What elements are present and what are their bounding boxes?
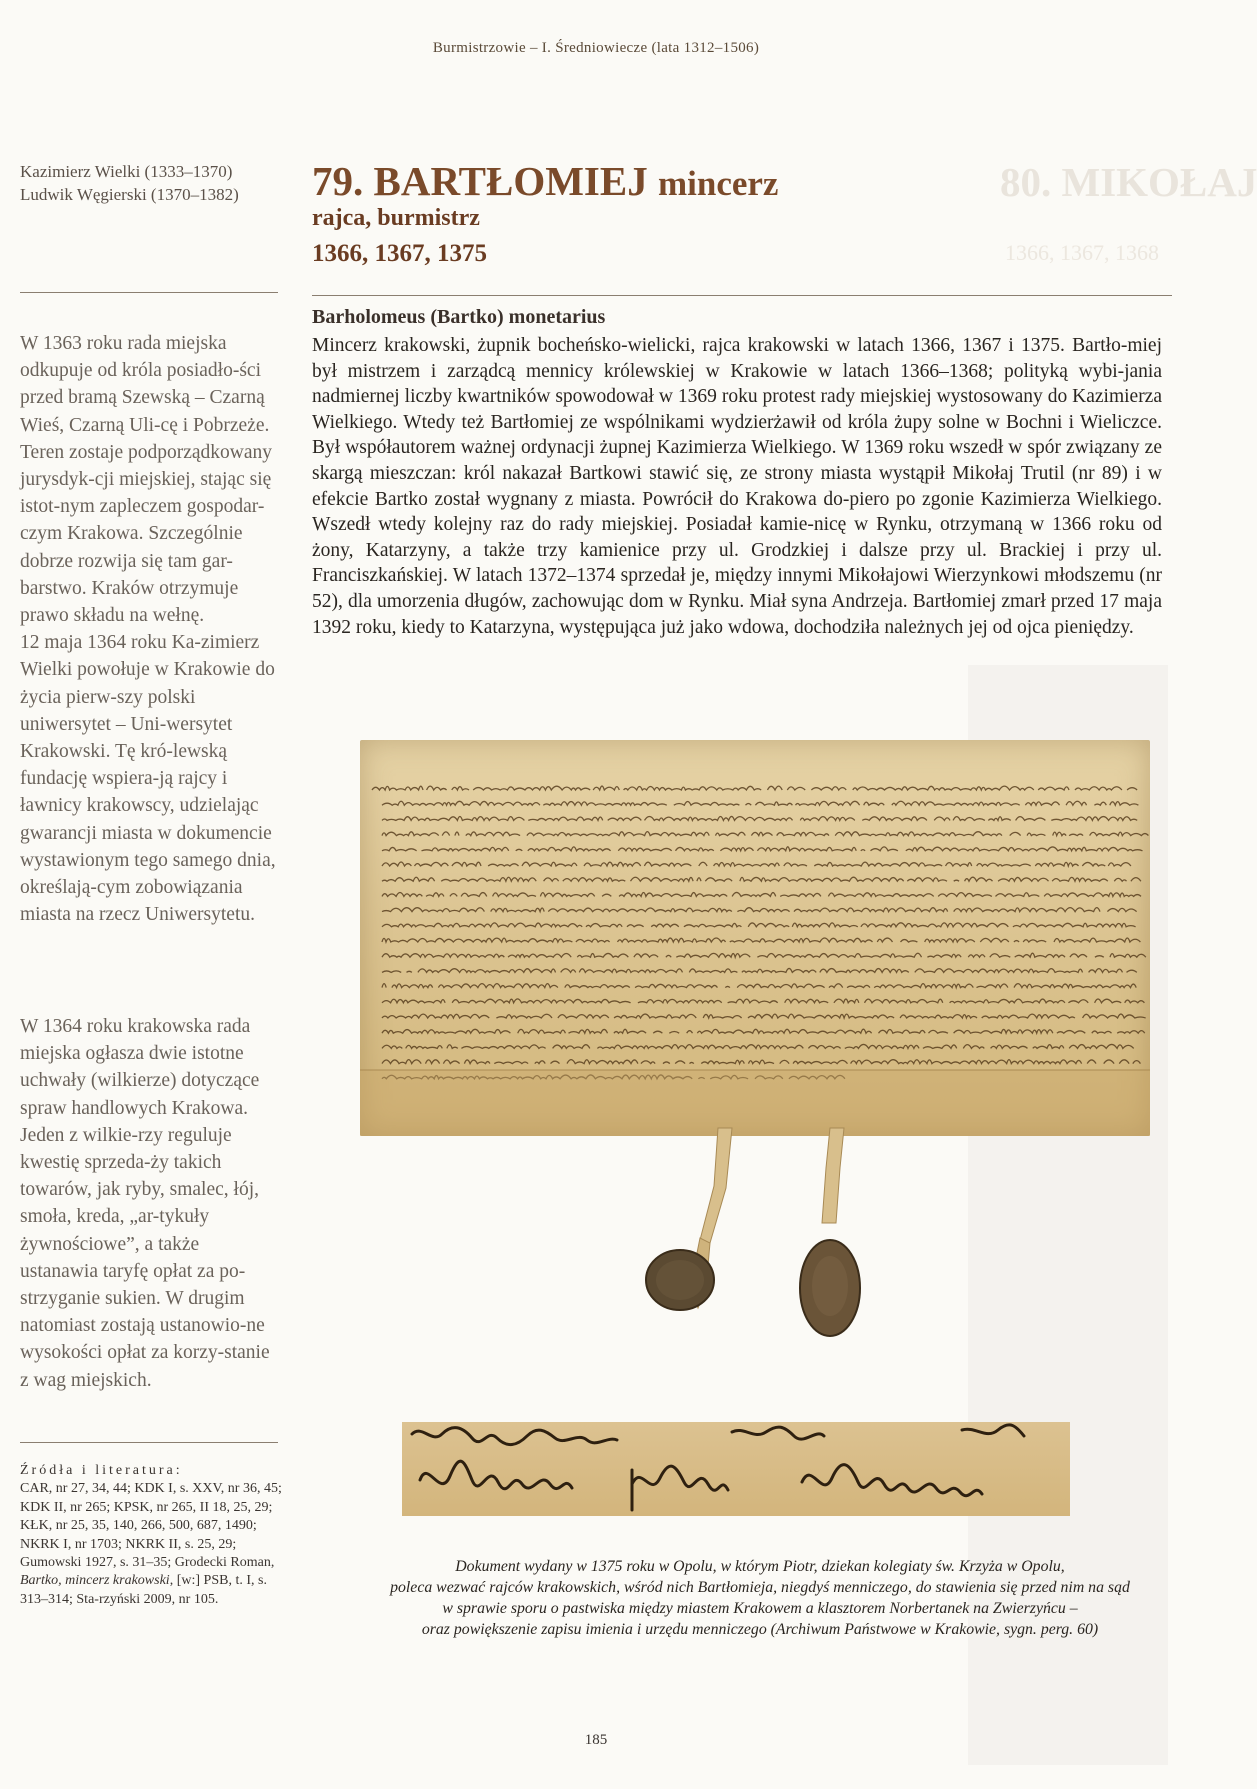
script-line xyxy=(382,1029,1145,1033)
sidebar-text-block xyxy=(20,330,278,928)
script-line xyxy=(382,892,1141,896)
script-line xyxy=(382,877,1141,881)
script-line xyxy=(382,801,1138,805)
script-line xyxy=(382,1014,1153,1018)
script-line xyxy=(382,1044,1134,1048)
script-line xyxy=(382,862,1131,866)
entry-roles: rajca, burmistrz xyxy=(312,205,480,231)
reign-line: Ludwik Węgierski (1370–1382) xyxy=(20,185,239,204)
page-number: 185 xyxy=(584,1732,608,1748)
script-line xyxy=(382,847,1143,851)
seals-image xyxy=(640,1128,900,1408)
bleed-through-text: 80. MIKOŁAJ xyxy=(1000,159,1257,205)
sources-block xyxy=(20,1462,290,1609)
latin-name: Barholomeus (Bartko) monetarius xyxy=(312,306,606,328)
script-line xyxy=(382,923,1136,927)
sidebar-paragraph: W 1364 roku krakowska rada miejska ogłasza dwie istotne uchwały (wilkierze) dotyczące spraw handlowych Krakowa. Jeden z wilkie-rzy reguluje kwestię sprzeda-ży takich towarów, jak ryby, smalec, łój, smoła, kreda, „ar-tykuły żywnościowe”, a także ustanawia taryfę opłat za po-strzyganie sukien. W drugim natomiast zostają ustanowio-ne wysokości opłat za korzy-stanie z wag miejskich. xyxy=(20,1016,270,1391)
biography-text: Mincerz krakowski, żupnik bocheńsko-wielicki, rajca krakowski w latach 1366, 1367 i 1375. Bartło-miej był mistrzem i zarządcą mennicy królewskiej w Krakowie w latach 1366–1368; polityką wybi-jania nadmiernej liczby kwartników spowodował w 1369 roku protest rady miejskiej wystosowany do Kazimierza Wielkiego. Wtedy też Bartłomiej ze wspólnikami wydzierżawił od króla żupy solne w Bochni i Wieliczce. Był współautorem ważnej ordynacji żupnej Kazimierza Wielkiego. W 1369 roku wszedł w spór związany ze skargą mieszczan: król nakazał Bartkowi stawić się, ze strony miasta wystąpił Mikołaj Trutil (nr 89) i w efekcie Bartko został wygnany z miasta. Powrócił do Krakowa do-piero po zgonie Kazimierza Wielkiego. Wszedł wtedy kolejny raz do rady miejskiej. Posiadał kamie-nicę w Rynku, otrzymaną w 1366 roku od żony, Katarzyny, a także trzy kamienice przy ul. Grodzkiej i dalsze przy ul. Brackiej i przy ul. Franciszkańskiej. W latach 1372–1374 sprzedał je, między innymi Mikołajowi Wierzynkowi młodszemu (nr 52), dla umorzenia długów, zachowując dom w Rynku. Miał syna Andrzeja. Bartłomiej zmarł przed 17 maja 1392 roku, kiedy to Katarzyna, występująca już jako wdowa, dochodziła należnych jej od ojca pieniędzy. xyxy=(312,335,1162,638)
sources-title: Źródła i literatura: xyxy=(20,1463,183,1478)
entry-years: 1366, 1367, 1375 xyxy=(312,240,487,267)
sidebar-reigns xyxy=(20,160,278,206)
entry-title xyxy=(312,158,778,207)
sidebar-paragraph: 12 maja 1364 roku Ka-zimierz Wielki powołuje w Krakowie do życia pierw-szy polski uniwersytet – Uni-wersytet Krakowski. Tę kró-lewską fundację wspiera-ją rajcy i ławnicy krakowscy, udzielając gwarancji miasta w dokumencie wystawionym tego samego dnia, określają-cym zobowiązania miasta na rzecz Uniwersytetu. xyxy=(20,632,276,926)
entry-occupation: mincerz xyxy=(657,164,779,203)
script-line xyxy=(382,832,1148,836)
running-header: Burmistrzowie – I. Średniowiecze (lata 1312–1506) xyxy=(432,40,760,56)
script-line xyxy=(372,786,1137,790)
sources-divider xyxy=(20,1442,278,1443)
script-line xyxy=(382,999,1144,1003)
sidebar-text-block-2 xyxy=(20,1013,278,1394)
script-line xyxy=(382,938,1140,942)
script-line xyxy=(382,984,1140,988)
sources-text: CAR, nr 27, 34, 44; KDK I, s. XXV, nr 36, 45; KDK II, nr 265; KPSK, nr 265, II 18, 25, 29; KŁK, nr 25, 35, 140, 266, 500, 687, 1490; NKRK I, nr 1703; NKRK II, s. 25, 29; Gumowski 1927, s. 31–35; Grodecki Roman, Bartko, mincerz krakowski, [w:] PSB, t. I, s. 313–314; Sta-rzyński 2009, nr 105. xyxy=(20,1481,282,1607)
script-line xyxy=(382,816,1137,820)
script-line xyxy=(382,908,1137,912)
bleed-through-text: 1366, 1367, 1368 xyxy=(1005,240,1159,265)
script-line xyxy=(382,953,1146,957)
enlarged-detail-image xyxy=(402,1422,1070,1516)
sidebar-paragraph: W 1363 roku rada miejska odkupuje od króla posiadło-ści przed bramą Szewską – Czarną Wieś, Czarną Uli-cę i Pobrzeże. Teren zostaje podporządkowany jurysdyk-cji miejskiej, stając się istot-nym zapleczem gospodar-czym Krakowa. Szczególnie dobrze rozwija się tam gar-barstwo. Kraków otrzymuje prawo składu na wełnę. xyxy=(20,333,273,627)
parchment-document-image xyxy=(360,740,1150,1136)
script-line xyxy=(382,1060,1140,1064)
handwriting-lines xyxy=(360,740,1150,1136)
figure-caption: Dokument wydany w 1375 roku w Opolu, w którym Piotr, dziekan kolegiaty św. Krzyża w Opolu, poleca wezwać rajców krakowskich, wśród nich Bartłomieja, niegdyś menniczego, do stawienia się przed nim na sąd w sprawie sporu o pastwiska między miastem Krakowem a klasztorem Norbertanek na Zwierzyńcu – oraz powiększenie zapisu imienia i urzędu menniczego (Archiwum Państwowe w Krakowie, sygn. perg. 60) xyxy=(390,1558,1130,1638)
entry-number: 79. xyxy=(312,158,364,204)
sidebar-divider xyxy=(20,292,278,293)
main-divider xyxy=(312,295,1172,296)
script-line xyxy=(382,968,1137,972)
entry-name: BARTŁOMIEJ xyxy=(373,158,648,204)
reign-line: Kazimierz Wielki (1333–1370) xyxy=(20,162,233,181)
